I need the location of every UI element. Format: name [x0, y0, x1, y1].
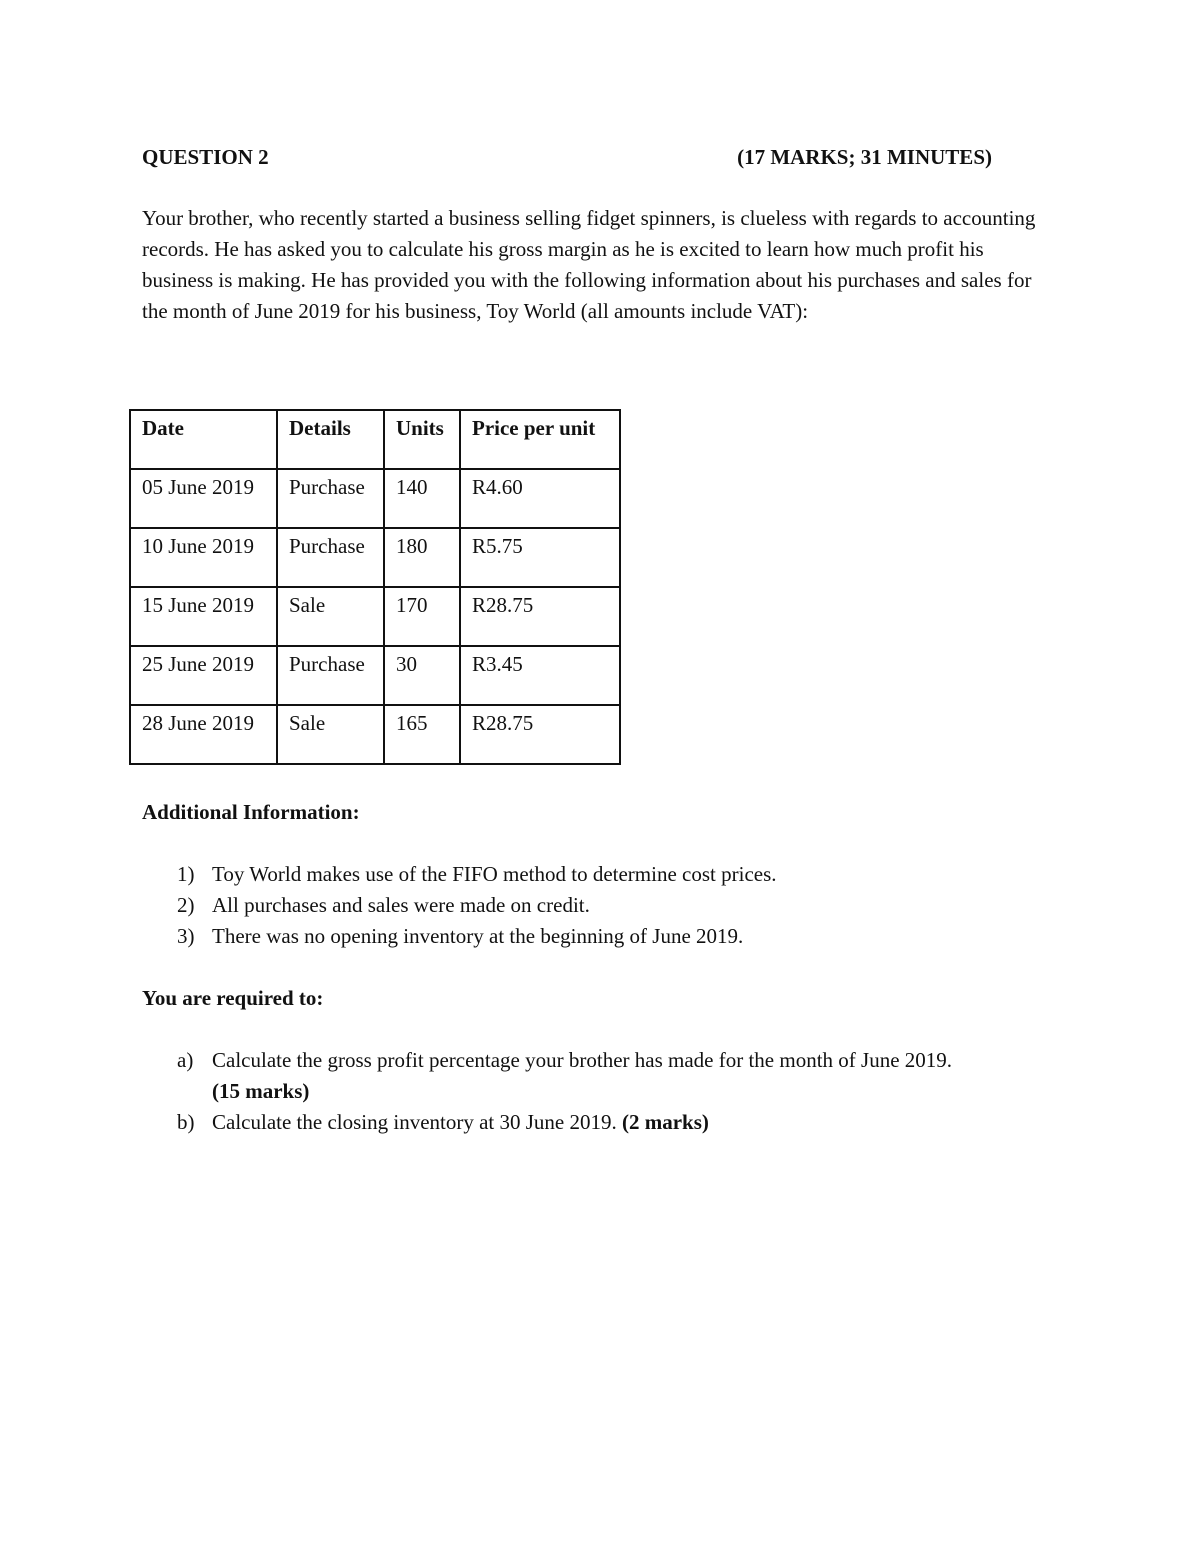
list-item-text: Calculate the closing inventory at 30 June 2019.	[212, 1110, 617, 1134]
cell-price: R4.60	[460, 469, 620, 528]
marks-label: (15 marks)	[212, 1079, 310, 1103]
cell-units: 165	[384, 705, 460, 764]
list-item-text: All purchases and sales were made on credit.	[212, 893, 590, 917]
list-item	[142, 921, 1062, 952]
cell-price: R28.75	[460, 587, 620, 646]
list-marker: 1)	[177, 862, 195, 886]
header-date: Date	[130, 410, 277, 469]
cell-date: 15 June 2019	[130, 587, 277, 646]
cell-details: Purchase	[277, 469, 384, 528]
intro-paragraph: Your brother, who recently started a business selling fidget spinners, is clueless with regards to accounting records. He has asked you to calculate his gross margin as he is excited to learn how much profit his business is making. He has provided you with the following information about his purchases and sales for the month of June 2019 for his business, Toy World (all amounts include VAT):	[142, 206, 1036, 323]
required-title: You are required to:	[142, 986, 324, 1010]
list-marker: a)	[177, 1048, 194, 1072]
cell-units: 180	[384, 528, 460, 587]
cell-details: Purchase	[277, 646, 384, 705]
list-item	[142, 1045, 1062, 1107]
list-marker: b)	[177, 1110, 195, 1134]
cell-details: Purchase	[277, 528, 384, 587]
list-marker: 2)	[177, 893, 195, 917]
cell-units: 140	[384, 469, 460, 528]
cell-date: 28 June 2019	[130, 705, 277, 764]
cell-date: 10 June 2019	[130, 528, 277, 587]
table-row	[130, 705, 620, 764]
table-row	[130, 469, 620, 528]
cell-date: 05 June 2019	[130, 469, 277, 528]
list-item-text: Calculate the gross profit percentage your brother has made for the month of June 2019.	[212, 1048, 953, 1072]
cell-units: 170	[384, 587, 460, 646]
cell-price: R28.75	[460, 705, 620, 764]
question-marks: (17 MARKS; 31 MINUTES)	[737, 145, 992, 169]
cell-price: R5.75	[460, 528, 620, 587]
additional-info-title: Additional Information:	[142, 800, 360, 824]
cell-details: Sale	[277, 587, 384, 646]
list-item	[142, 1107, 1062, 1138]
list-item	[142, 890, 1062, 921]
table-row	[130, 646, 620, 705]
transactions-table	[129, 409, 621, 765]
header-details: Details	[277, 410, 384, 469]
additional-info-list	[142, 859, 1062, 952]
table-row	[130, 587, 620, 646]
cell-price: R3.45	[460, 646, 620, 705]
list-marker: 3)	[177, 924, 195, 948]
cell-details: Sale	[277, 705, 384, 764]
question-title: QUESTION 2	[142, 145, 269, 169]
required-list	[142, 1045, 1062, 1138]
cell-date: 25 June 2019	[130, 646, 277, 705]
cell-units: 30	[384, 646, 460, 705]
table-row	[130, 528, 620, 587]
header-units: Units	[384, 410, 460, 469]
header-price: Price per unit	[460, 410, 620, 469]
marks-label: (2 marks)	[622, 1110, 709, 1134]
list-item-text: Toy World makes use of the FIFO method to determine cost prices.	[212, 862, 777, 886]
list-item-text: There was no opening inventory at the beginning of June 2019.	[212, 924, 744, 948]
list-item	[142, 859, 1062, 890]
table-header-row	[130, 410, 620, 469]
